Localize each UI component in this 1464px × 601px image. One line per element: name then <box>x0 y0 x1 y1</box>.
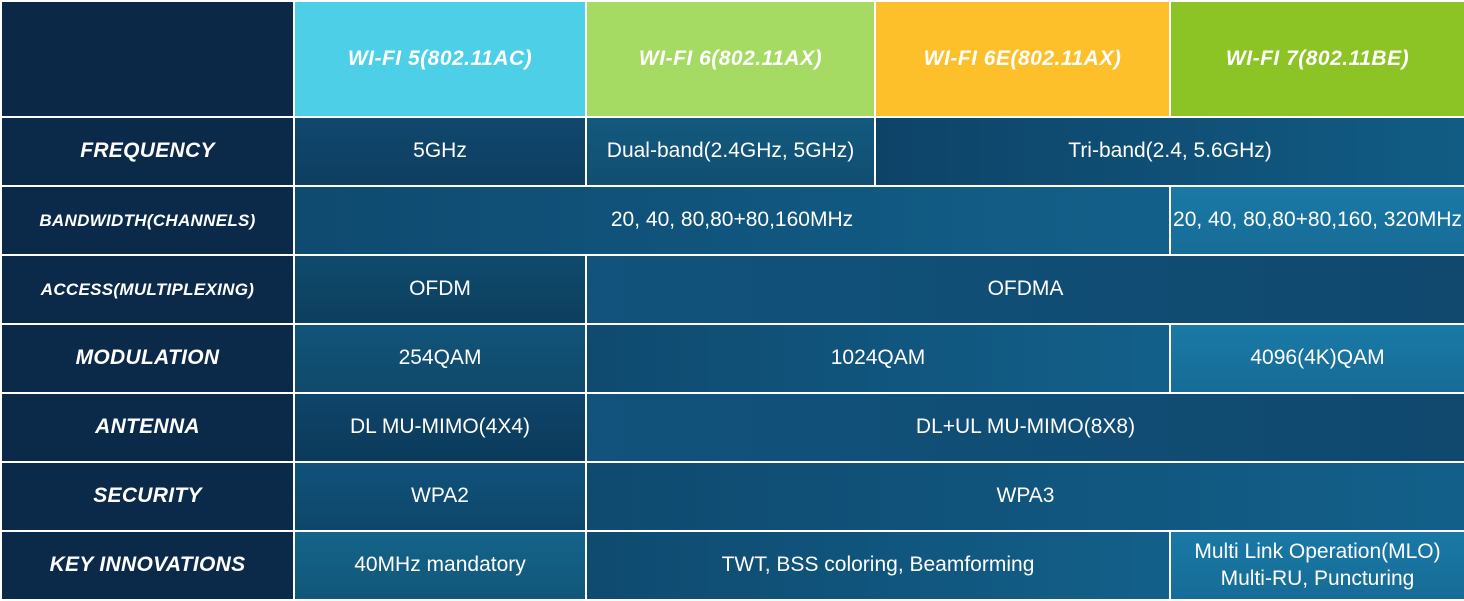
table-row-frequency <box>1 117 1464 186</box>
cell-security-wifi6-6e-7: WPA3 <box>586 462 1464 531</box>
cell-modulation-wifi7: 4096(4K)QAM <box>1170 324 1464 393</box>
table-row-antenna <box>1 393 1464 462</box>
table-row-modulation <box>1 324 1464 393</box>
cell-bandwidth-wifi5-6-6e: 20, 40, 80,80+80,160MHz <box>294 186 1170 255</box>
cell-innovations-wifi6-6e: TWT, BSS coloring, Beamforming <box>586 531 1170 600</box>
column-header-wifi7: WI-FI 7(802.11BE) <box>1170 1 1464 117</box>
column-header-wifi6e: WI-FI 6E(802.11AX) <box>875 1 1170 117</box>
column-header-wifi5: WI-FI 5(802.11AC) <box>294 1 586 117</box>
table-row-bandwidth <box>1 186 1464 255</box>
row-label-frequency: FREQUENCY <box>1 117 294 186</box>
row-label-access: ACCESS(MULTIPLEXING) <box>1 255 294 324</box>
table-row-security <box>1 462 1464 531</box>
row-label-antenna: ANTENNA <box>1 393 294 462</box>
cell-frequency-wifi5: 5GHz <box>294 117 586 186</box>
row-label-security: SECURITY <box>1 462 294 531</box>
table-row-access <box>1 255 1464 324</box>
cell-access-wifi5: OFDM <box>294 255 586 324</box>
row-label-key-innovations: KEY INNOVATIONS <box>1 531 294 600</box>
cell-modulation-wifi5: 254QAM <box>294 324 586 393</box>
row-label-bandwidth: BANDWIDTH(CHANNELS) <box>1 186 294 255</box>
cell-antenna-wifi6-6e-7: DL+UL MU-MIMO(8X8) <box>586 393 1464 462</box>
cell-innovations-wifi7: Multi Link Operation(MLO) Multi-RU, Puncturing <box>1170 531 1464 600</box>
table-row-key-innovations <box>1 531 1464 600</box>
table-corner-cell <box>1 1 294 117</box>
cell-frequency-wifi6: Dual-band(2.4GHz, 5GHz) <box>586 117 875 186</box>
cell-bandwidth-wifi7: 20, 40, 80,80+80,160, 320MHz <box>1170 186 1464 255</box>
table-header-row <box>1 1 1464 117</box>
cell-antenna-wifi5: DL MU-MIMO(4X4) <box>294 393 586 462</box>
cell-access-wifi6-6e-7: OFDMA <box>586 255 1464 324</box>
cell-modulation-wifi6-6e: 1024QAM <box>586 324 1170 393</box>
column-header-wifi6: WI-FI 6(802.11AX) <box>586 1 875 117</box>
cell-security-wifi5: WPA2 <box>294 462 586 531</box>
cell-innovations-wifi5: 40MHz mandatory <box>294 531 586 600</box>
cell-frequency-wifi6e-wifi7: Tri-band(2.4, 5.6GHz) <box>875 117 1464 186</box>
row-label-modulation: MODULATION <box>1 324 294 393</box>
